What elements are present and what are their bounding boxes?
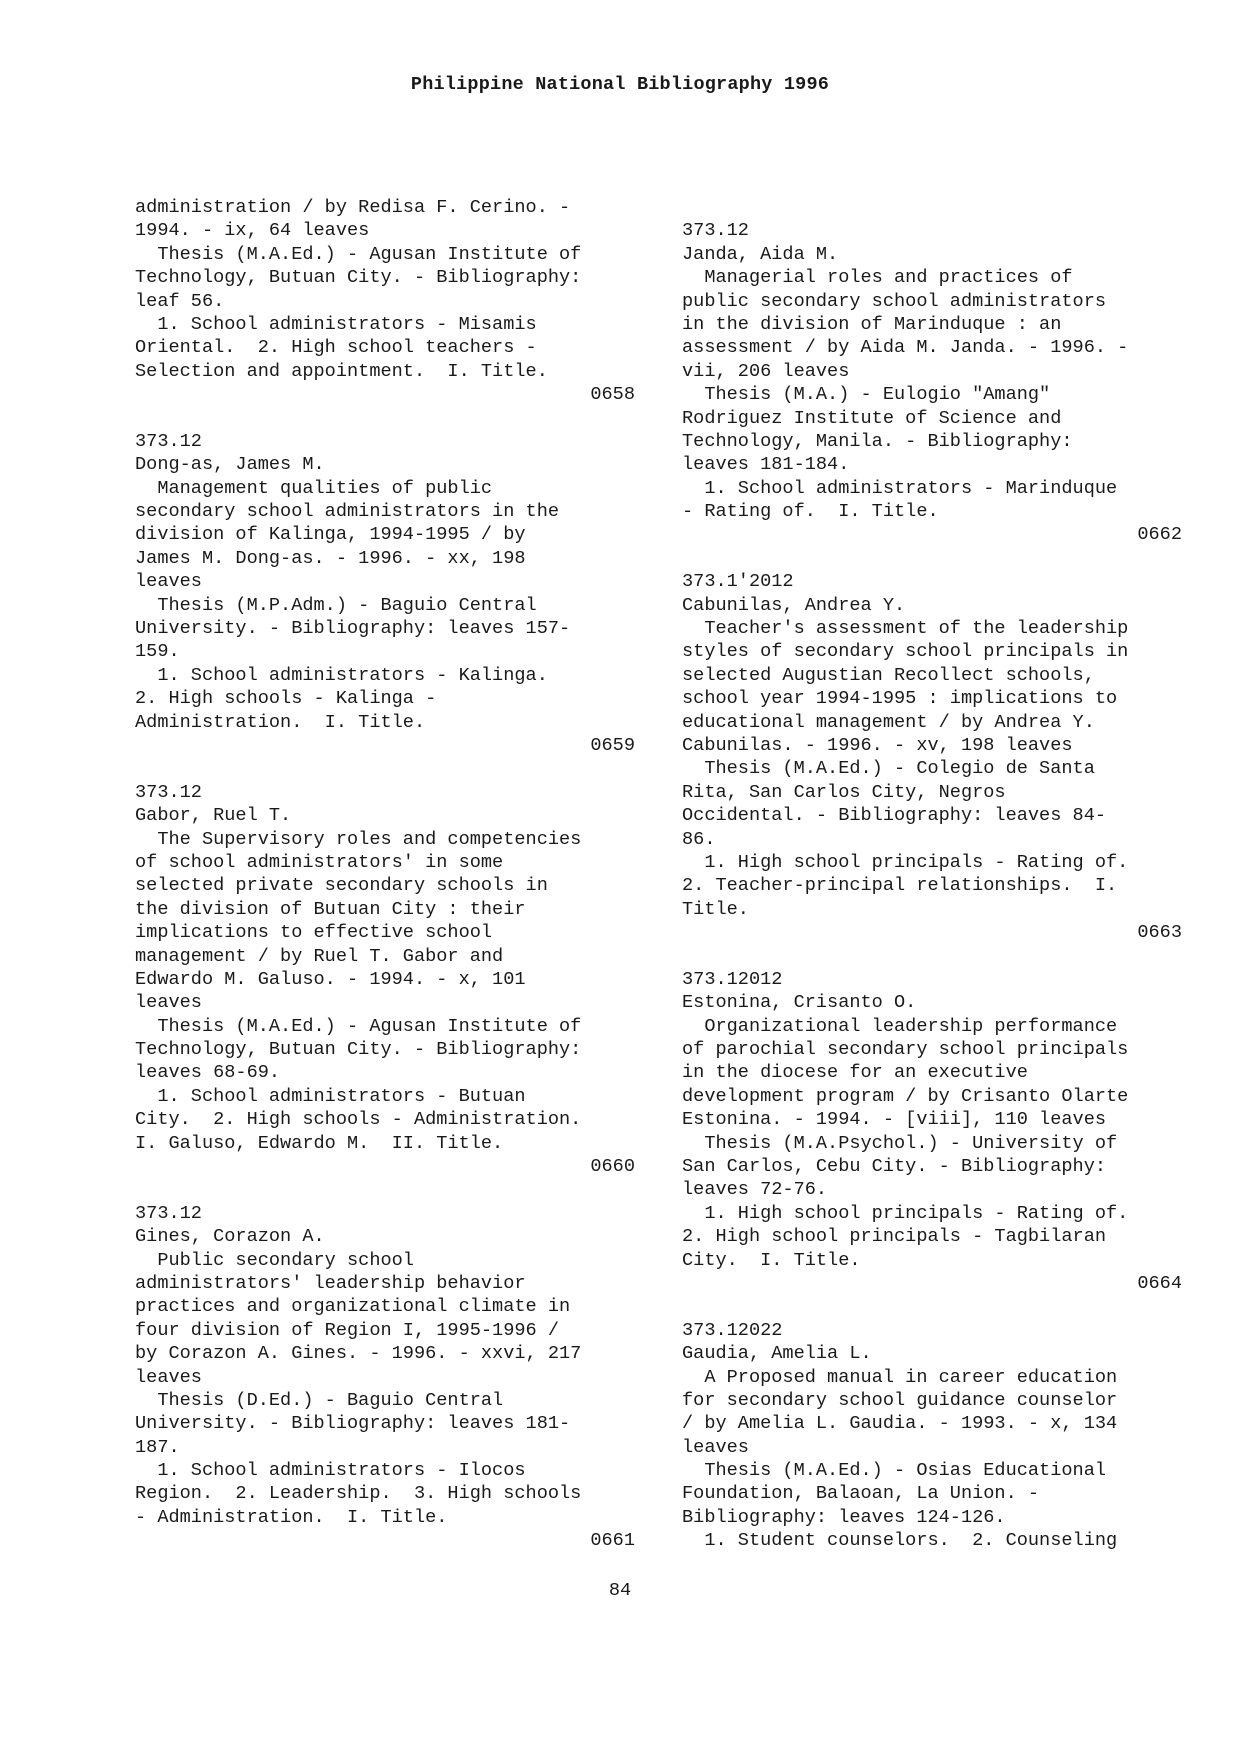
entry-line: 1. School administrators - Butuan bbox=[135, 1085, 526, 1107]
entry-line: 2. Teacher-principal relationships. I. bbox=[682, 875, 1118, 897]
entry-number: 0659 bbox=[590, 734, 635, 756]
entry-line: styles of secondary school principals in bbox=[682, 641, 1129, 663]
entry-line: Rodriguez Institute of Science and bbox=[682, 407, 1062, 429]
entry-line: practices and organizational climate in bbox=[135, 1296, 571, 1318]
bibliography-entry bbox=[135, 781, 635, 1179]
entry-line: Thesis (M.P.Adm.) - Baguio Central bbox=[135, 594, 537, 616]
entry-line: Selection and appointment. I. Title. bbox=[135, 360, 548, 382]
entry-line: Management qualities of public bbox=[135, 477, 493, 499]
entry-line: in the division of Marinduque : an bbox=[682, 313, 1062, 335]
entry-line: Dong-as, James M. bbox=[135, 454, 325, 476]
bibliography-entry bbox=[682, 196, 1182, 547]
entry-line: 159. bbox=[135, 641, 180, 663]
entry-line: assessment / by Aida M. Janda. - 1996. - bbox=[682, 337, 1129, 359]
entry-line: / by Amelia L. Gaudia. - 1993. - x, 134 bbox=[682, 1413, 1118, 1435]
entry-line: vii, 206 leaves bbox=[682, 360, 850, 382]
entry-line: selected private secondary schools in bbox=[135, 875, 548, 897]
entry-line: University. - Bibliography: leaves 157- bbox=[135, 618, 571, 640]
entry-line: Gines, Corazon A. bbox=[135, 1226, 325, 1248]
entry-line: Technology, Butuan City. - Bibliography: bbox=[135, 267, 582, 289]
page-title: Philippine National Bibliography 1996 bbox=[410, 74, 830, 95]
entry-line: Occidental. - Bibliography: leaves 84- bbox=[682, 805, 1107, 827]
entry-line: management / by Ruel T. Gabor and bbox=[135, 945, 504, 967]
entry-spacer bbox=[135, 407, 635, 430]
entry-line: Gabor, Ruel T. bbox=[135, 805, 292, 827]
entry-line: 373.12 bbox=[135, 781, 202, 803]
entry-line: Gaudia, Amelia L. bbox=[682, 1343, 872, 1365]
entry-line: Technology, Butuan City. - Bibliography: bbox=[135, 1039, 582, 1061]
bibliography-entry bbox=[682, 1319, 1182, 1553]
entry-line: development program / by Crisanto Olarte bbox=[682, 1085, 1129, 1107]
entry-line: Thesis (M.A.) - Eulogio "Amang" bbox=[682, 384, 1051, 406]
entry-line: leaves bbox=[135, 1366, 202, 1388]
entry-line: leaves bbox=[135, 571, 202, 593]
entry-line: Cabunilas, Andrea Y. bbox=[682, 594, 906, 616]
entry-line: Cabunilas. - 1996. - xv, 198 leaves bbox=[682, 734, 1073, 756]
entry-line: division of Kalinga, 1994-1995 / by bbox=[135, 524, 526, 546]
entry-line: the division of Butuan City : their bbox=[135, 898, 526, 920]
entry-line: 373.12022 bbox=[682, 1319, 783, 1341]
entry-line: Technology, Manila. - Bibliography: bbox=[682, 430, 1073, 452]
entry-line: Estonina, Crisanto O. bbox=[682, 992, 917, 1014]
entry-line: A Proposed manual in career education bbox=[682, 1366, 1118, 1388]
bibliography-entry bbox=[682, 570, 1182, 944]
bibliography-entry bbox=[135, 430, 635, 757]
entry-line: Janda, Aida M. bbox=[682, 243, 839, 265]
entry-line: leaves 68-69. bbox=[135, 1062, 281, 1084]
entry-line: Oriental. 2. High school teachers - bbox=[135, 337, 537, 359]
entry-line: Edwardo M. Galuso. - 1994. - x, 101 bbox=[135, 968, 526, 990]
entry-spacer bbox=[135, 757, 635, 780]
bibliography-entry bbox=[135, 196, 635, 407]
entry-line: Thesis (D.Ed.) - Baguio Central bbox=[135, 1389, 504, 1411]
entry-line: secondary school administrators in the bbox=[135, 501, 560, 523]
entry-line: Organizational leadership performance bbox=[682, 1015, 1118, 1037]
entry-line: 1. School administrators - Misamis bbox=[135, 313, 537, 335]
entry-line: 373.12012 bbox=[682, 968, 783, 990]
entry-line: 373.12 bbox=[135, 430, 202, 452]
entry-line: leaf 56. bbox=[135, 290, 225, 312]
entry-line: implications to effective school bbox=[135, 922, 493, 944]
entry-line bbox=[682, 196, 1182, 219]
entry-number: 0662 bbox=[1137, 524, 1182, 546]
entry-line: Thesis (M.A.Ed.) - Osias Educational bbox=[682, 1460, 1107, 1482]
entry-line: 373.1'2012 bbox=[682, 571, 794, 593]
entry-line: leaves bbox=[135, 992, 202, 1014]
entry-line: administration / by Redisa F. Cerino. - bbox=[135, 197, 571, 218]
entry-line: University. - Bibliography: leaves 181- bbox=[135, 1413, 571, 1435]
entry-line: educational management / by Andrea Y. bbox=[682, 711, 1095, 733]
entry-line: leaves bbox=[682, 1436, 749, 1458]
entry-line: Bibliography: leaves 124-126. bbox=[682, 1506, 1006, 1528]
entry-line: Region. 2. Leadership. 3. High schools bbox=[135, 1483, 582, 1505]
entry-spacer bbox=[135, 1178, 635, 1201]
entry-number: 0664 bbox=[1137, 1272, 1182, 1294]
entry-line: Rita, San Carlos City, Negros bbox=[682, 781, 1006, 803]
entry-line: Title. bbox=[682, 898, 749, 920]
entry-line: City. I. Title. bbox=[682, 1249, 861, 1271]
entry-line: 2. High school principals - Tagbilaran bbox=[682, 1226, 1107, 1248]
entry-line: of parochial secondary school principals bbox=[682, 1039, 1129, 1061]
entry-line: selected Augustian Recollect schools, bbox=[682, 664, 1095, 686]
bibliography-entry bbox=[682, 968, 1182, 1295]
entry-line: Teacher's assessment of the leadership bbox=[682, 618, 1129, 640]
entry-number: 0663 bbox=[1137, 922, 1182, 944]
left-column bbox=[135, 196, 635, 1553]
entry-number: 0661 bbox=[590, 1530, 635, 1552]
entry-line: Public secondary school bbox=[135, 1249, 414, 1271]
entry-spacer bbox=[682, 945, 1182, 968]
entry-line: administrators' leadership behavior bbox=[135, 1272, 526, 1294]
entry-line: San Carlos, Cebu City. - Bibliography: bbox=[682, 1156, 1107, 1178]
entry-line: City. 2. High schools - Administration. bbox=[135, 1109, 582, 1131]
entry-spacer bbox=[682, 547, 1182, 570]
entry-line: James M. Dong-as. - 1996. - xx, 198 bbox=[135, 547, 526, 569]
page-number: 84 bbox=[608, 1580, 632, 1601]
entry-line: 373.12 bbox=[135, 1202, 202, 1224]
entry-line: in the diocese for an executive bbox=[682, 1062, 1028, 1084]
entry-line: Thesis (M.A.Ed.) - Agusan Institute of bbox=[135, 243, 582, 265]
entry-line: public secondary school administrators bbox=[682, 290, 1107, 312]
entry-line: 1. Student counselors. 2. Counseling bbox=[682, 1530, 1118, 1552]
entry-line: by Corazon A. Gines. - 1996. - xxvi, 217 bbox=[135, 1343, 582, 1365]
entry-spacer bbox=[682, 1295, 1182, 1318]
entry-line: The Supervisory roles and competencies bbox=[135, 828, 582, 850]
entry-line: Thesis (M.A.Ed.) - Colegio de Santa bbox=[682, 758, 1095, 780]
entry-line: for secondary school guidance counselor bbox=[682, 1389, 1118, 1411]
entry-line: 187. bbox=[135, 1436, 180, 1458]
entry-line: 373.12 bbox=[682, 220, 749, 242]
entry-line: Estonina. - 1994. - [viii], 110 leaves bbox=[682, 1109, 1107, 1131]
right-column bbox=[682, 196, 1182, 1553]
entry-line: 1. School administrators - Ilocos bbox=[135, 1460, 526, 1482]
entry-line: Thesis (M.A.Ed.) - Agusan Institute of bbox=[135, 1015, 582, 1037]
entry-number: 0658 bbox=[590, 384, 635, 406]
entry-line: 86. bbox=[682, 828, 716, 850]
entry-line: leaves 181-184. bbox=[682, 454, 850, 476]
entry-line: - Rating of. I. Title. bbox=[682, 501, 939, 523]
bibliography-entry bbox=[135, 1202, 635, 1553]
entry-number: 0660 bbox=[590, 1156, 635, 1178]
entry-line: 1. High school principals - Rating of. bbox=[682, 1202, 1129, 1224]
entry-line: - Administration. I. Title. bbox=[135, 1506, 448, 1528]
entry-line: of school administrators' in some bbox=[135, 851, 504, 873]
entry-line: Foundation, Balaoan, La Union. - bbox=[682, 1483, 1040, 1505]
entry-line: 1. School administrators - Marinduque bbox=[682, 477, 1118, 499]
entry-line: 1. School administrators - Kalinga. bbox=[135, 664, 548, 686]
entry-line: leaves 72-76. bbox=[682, 1179, 828, 1201]
entry-line: 2. High schools - Kalinga - bbox=[135, 688, 437, 710]
entry-line: four division of Region I, 1995-1996 / bbox=[135, 1319, 560, 1341]
entry-line: school year 1994-1995 : implications to bbox=[682, 688, 1118, 710]
entry-line: 1994. - ix, 64 leaves bbox=[135, 220, 370, 242]
entry-line: 1. High school principals - Rating of. bbox=[682, 851, 1129, 873]
entry-line: Managerial roles and practices of bbox=[682, 267, 1073, 289]
entry-line: Thesis (M.A.Psychol.) - University of bbox=[682, 1132, 1118, 1154]
entry-line: I. Galuso, Edwardo M. II. Title. bbox=[135, 1132, 504, 1154]
entry-line: Administration. I. Title. bbox=[135, 711, 426, 733]
